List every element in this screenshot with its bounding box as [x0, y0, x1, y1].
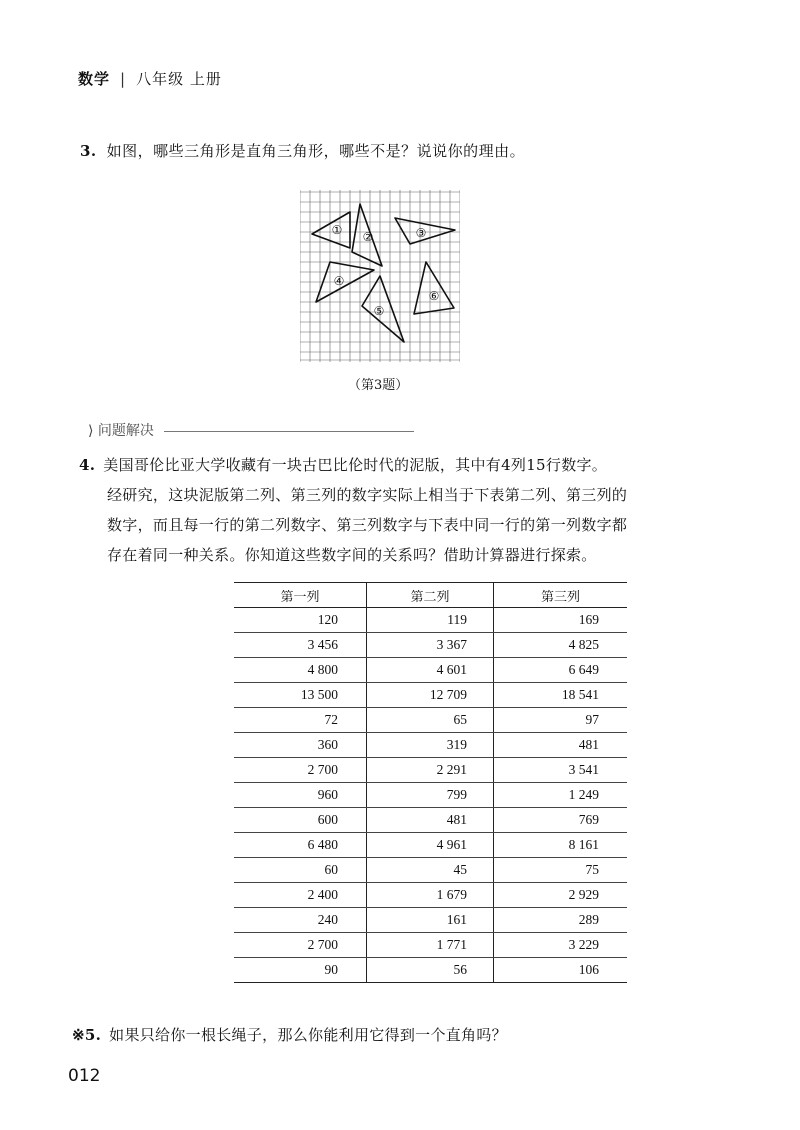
table-row [234, 958, 627, 983]
page-header [78, 68, 222, 89]
question-number: ※5. [72, 1026, 102, 1044]
triangle-grid-figure [300, 190, 460, 362]
table-row [234, 633, 627, 658]
table-cell: 2 400 [234, 883, 367, 908]
table-cell: 12 709 [367, 683, 494, 708]
table-row [234, 608, 627, 633]
question-number: 4. [79, 456, 96, 474]
table-cell: 1 679 [367, 883, 494, 908]
table-cell: 2 700 [234, 758, 367, 783]
triangle-label-3: ③ [415, 226, 427, 240]
table-cell: 481 [494, 733, 628, 758]
table-row [234, 783, 627, 808]
question-text: 美国哥伦比亚大学收藏有一块古巴比伦时代的泥版，其中有4列15行数字。 [103, 456, 608, 474]
triangle-label-2: ② [362, 230, 374, 244]
table-row [234, 908, 627, 933]
question-5 [72, 1024, 507, 1045]
table-row [234, 833, 627, 858]
table-cell: 960 [234, 783, 367, 808]
table-cell: 360 [234, 733, 367, 758]
question-text: 如图，哪些三角形是直角三角形，哪些不是？说说你的理由。 [106, 142, 526, 160]
table-cell: 3 367 [367, 633, 494, 658]
table-cell: 2 700 [234, 933, 367, 958]
table-cell: 120 [234, 608, 367, 633]
triangle-label-5: ⑤ [373, 304, 385, 318]
table-cell: 2 291 [367, 758, 494, 783]
table-cell: 769 [494, 808, 628, 833]
table-cell: 1 249 [494, 783, 628, 808]
table-cell: 13 500 [234, 683, 367, 708]
table-cell: 481 [367, 808, 494, 833]
table-cell: 106 [494, 958, 628, 983]
table-row [234, 933, 627, 958]
question-3 [80, 140, 525, 161]
table-cell: 60 [234, 858, 367, 883]
table-cell: 4 825 [494, 633, 628, 658]
table-cell: 799 [367, 783, 494, 808]
table-cell: 72 [234, 708, 367, 733]
data-table [234, 582, 627, 983]
section-heading [88, 420, 414, 440]
table-cell: 4 601 [367, 658, 494, 683]
question-4-line-2: 经研究，这块泥版第二列、第三列的数字实际上相当于下表第二列、第三列的 [107, 486, 628, 504]
table-cell: 161 [367, 908, 494, 933]
triangle-label-6: ⑥ [428, 289, 440, 303]
table-cell: 1 771 [367, 933, 494, 958]
table-cell: 18 541 [494, 683, 628, 708]
question-4-line-3: 数字，而且每一行的第二列数字、第三列数字与下表中同一行的第一列数字都 [107, 516, 628, 534]
table-cell: 600 [234, 808, 367, 833]
question-text: 如果只给你一根长绳子，那么你能利用它得到一个直角吗？ [109, 1026, 507, 1044]
header-separator: | [120, 70, 127, 88]
table-row [234, 658, 627, 683]
section-arrow-icon: ⟩ [88, 423, 94, 439]
grade-label: 八年级 上册 [136, 70, 222, 88]
figure-caption: （第3题） [348, 378, 409, 393]
table-cell: 65 [367, 708, 494, 733]
section-title: 问题解决 [97, 423, 154, 439]
subject-label: 数学 [78, 70, 111, 88]
question-number: 3. [80, 142, 97, 160]
table-cell: 56 [367, 958, 494, 983]
table-row [234, 683, 627, 708]
table-row [234, 858, 627, 883]
table-cell: 97 [494, 708, 628, 733]
table-cell: 289 [494, 908, 628, 933]
table-header-row [234, 583, 627, 608]
column-header: 第一列 [234, 583, 367, 608]
section-rule [164, 431, 414, 432]
table-cell: 4 961 [367, 833, 494, 858]
table-cell: 90 [234, 958, 367, 983]
page-number: 012 [68, 1066, 101, 1086]
table-cell: 319 [367, 733, 494, 758]
table-row [234, 733, 627, 758]
table-cell: 3 456 [234, 633, 367, 658]
table-cell: 3 541 [494, 758, 628, 783]
table-cell: 169 [494, 608, 628, 633]
table-cell: 119 [367, 608, 494, 633]
table-cell: 6 649 [494, 658, 628, 683]
question-4 [80, 450, 720, 570]
column-header: 第二列 [367, 583, 494, 608]
question-4-line-4: 存在着同一种关系。你知道这些数字间的关系吗？借助计算器进行探索。 [107, 546, 597, 564]
triangle-label-4: ④ [333, 274, 345, 288]
table-row [234, 883, 627, 908]
table-cell: 4 800 [234, 658, 367, 683]
table-row [234, 758, 627, 783]
table-row [234, 708, 627, 733]
table-cell: 6 480 [234, 833, 367, 858]
column-header: 第三列 [494, 583, 628, 608]
triangle-label-1: ① [331, 223, 343, 237]
question-4-line-1 [80, 450, 720, 480]
table-cell: 75 [494, 858, 628, 883]
table-cell: 8 161 [494, 833, 628, 858]
table-cell: 2 929 [494, 883, 628, 908]
table-cell: 240 [234, 908, 367, 933]
table-cell: 45 [367, 858, 494, 883]
table-cell: 3 229 [494, 933, 628, 958]
table-row [234, 808, 627, 833]
